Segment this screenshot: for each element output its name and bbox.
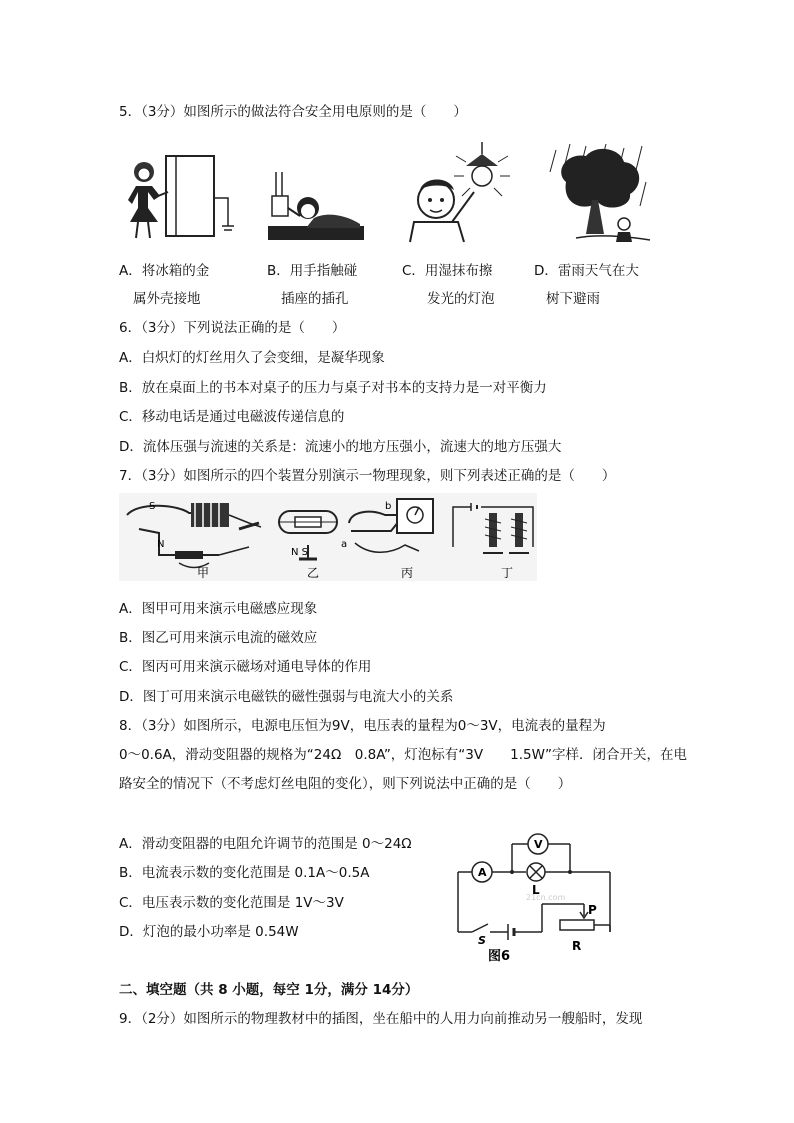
q7-option-c: C．图丙可用来演示磁场对通电导体的作用 [119,659,372,675]
q7-letter-s: S [149,501,156,512]
q7-option-b: B．图乙可用来演示电流的磁效应 [119,630,318,646]
q8-stem-line2: 0～0.6A，滑动变阻器的规格为“24Ω 0.8A”，灯泡标有“3V 1.5W”字样．闭合开关，在电 [119,747,687,763]
q8-option-d: D．灯泡的最小功率是 0.54W [119,924,299,940]
q6-stem: 6．（3分）下列说法正确的是（ ） [119,320,346,336]
q8-stem-line3: 路安全的情况下（不考虑灯丝电阻的变化），则下列说法中正确的是（ ） [119,776,572,792]
q7-label-ding: 丁 [501,566,514,580]
q5-figure-bulb [400,142,510,246]
section-2-title: 二、填空题（共 8 小题，每空 1分，满分 14分） [119,982,419,998]
ammeter-label: A [478,866,487,879]
q7-label-bing: 丙 [401,566,414,580]
q7-letter-b: b [385,501,392,512]
q7-option-a: A．图甲可用来演示电磁感应现象 [119,601,318,617]
q7-figure-devices [119,493,537,581]
q9-stem: 9．（2分）如图所示的物理教材中的插图，坐在船中的人用力向前推动另一艘船时，发现 [119,1011,643,1027]
q8-option-c: C．电压表示数的变化范围是 1V～3V [119,895,344,911]
lamp-label: L [532,883,540,897]
resistor-label: R [572,939,582,953]
q6-option-d: D．流体压强与流速的关系是：流速小的地方压强小，流速大的地方压强大 [119,439,562,455]
q7-stem: 7．（3分）如图所示的四个装置分别演示一物理现象，则下列表述正确的是（ ） [119,468,616,484]
figure-caption: 图6 [488,949,511,964]
q7-label-jia: 甲 [197,566,210,580]
q5-option-c-line2: 发光的灯泡 [427,291,495,307]
q5-figure-tree [546,142,654,246]
switch-label: S [478,934,486,947]
q6-option-c: C．移动电话是通过电磁波传递信息的 [119,409,345,425]
q8-circuit-diagram [448,832,618,964]
q5-option-d-line1: D．雷雨天气在大 [534,263,639,279]
q7-label-yi: 乙 [307,566,320,580]
q5-option-b-line2: 插座的插孔 [281,291,349,307]
q7-letter-n: N [157,539,165,550]
voltmeter-label: V [534,838,543,851]
q7-letter-a: a [341,539,348,550]
switch-symbol [472,924,488,932]
q7-option-d: D．图丁可用来演示电磁铁的磁性强弱与电流大小的关系 [119,689,454,705]
q5-option-d-line2: 树下避雨 [546,291,600,307]
rheostat-symbol [560,920,594,930]
q5-option-a-line1: A．将冰箱的金 [119,263,210,279]
watermark: 21cn.com [526,893,566,902]
slider-label: P [588,903,597,917]
q7-letters-ns: N S [291,547,309,558]
q6-option-b: B．放在桌面上的书本对桌子的压力与桌子对书本的支持力是一对平衡力 [119,380,547,396]
q6-option-a: A．白炽灯的灯丝用久了会变细，是凝华现象 [119,350,385,366]
q5-figure-socket [266,168,366,244]
q5-option-b-line1: B．用手指触碰 [267,263,358,279]
q5-figure-fridge [118,148,246,244]
q8-option-a: A．滑动变阻器的电阻允许调节的范围是 0～24Ω [119,836,412,852]
q5-option-c-line1: C．用湿抹布擦 [402,263,493,279]
q8-stem-line1: 8．（3分）如图所示，电源电压恒为9V，电压表的量程为0～3V，电流表的量程为 [119,718,606,734]
q5-option-a-line2: 属外壳接地 [133,291,201,307]
q8-option-b: B．电流表示数的变化范围是 0.1A～0.5A [119,865,370,881]
q5-stem: 5．（3分）如图所示的做法符合安全用电原则的是（ ） [119,104,467,120]
